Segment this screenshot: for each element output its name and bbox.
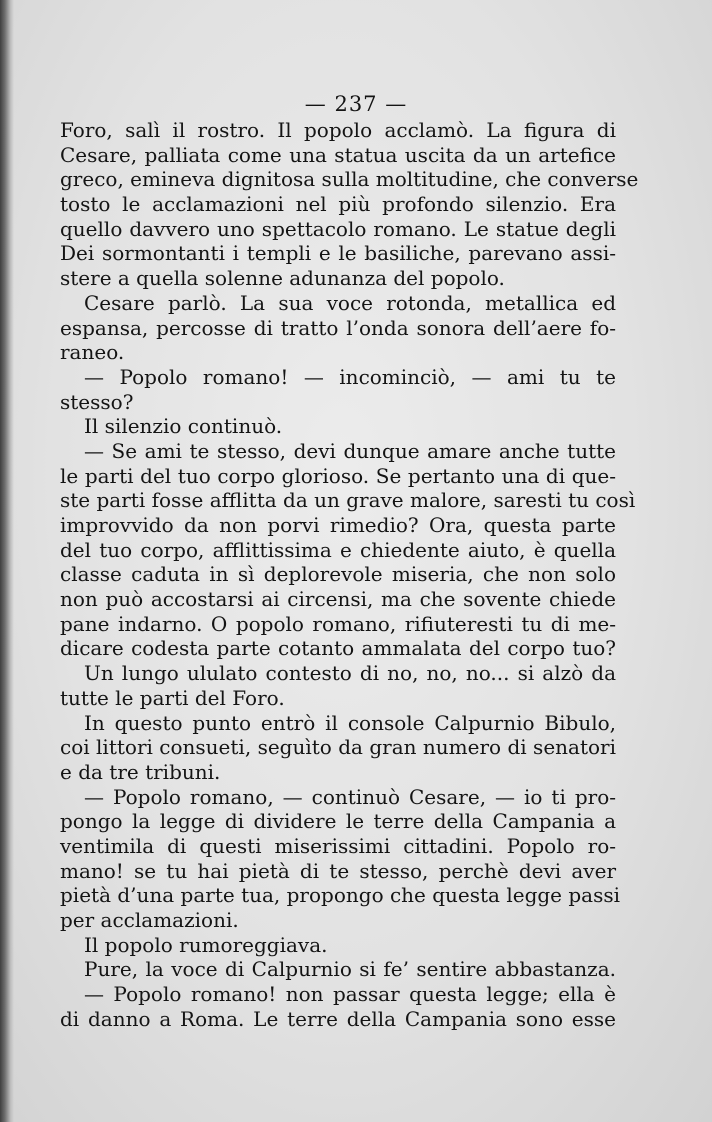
text-line: pongo la legge di dividere le terre della Campania a: [60, 809, 616, 834]
text-line: pane indarno. O popolo romano, rifiuteresti tu di me-: [60, 611, 616, 636]
text-line: mano! se tu hai pietà di te stesso, perchè devi aver: [60, 858, 616, 883]
text-line: e da tre tribuni.: [60, 759, 221, 784]
text-line: non può accostarsi ai circensi, ma che sovente chiede: [60, 587, 616, 612]
text-line: pietà d’una parte tua, propongo che questa legge passi: [60, 883, 621, 908]
text-line: raneo.: [60, 340, 125, 365]
text-line: stesso?: [60, 389, 134, 414]
text-line: di danno a Roma. Le terre della Campania sono esse: [60, 1006, 616, 1031]
text-line: — Popolo romano! — incominciò, — ami tu te: [84, 364, 616, 389]
text-line: Dei sormontanti i templi e le basiliche, parevano assi-: [60, 241, 616, 266]
text-line: tutte le parti del Foro.: [60, 685, 285, 710]
text-block: [60, 118, 639, 1031]
text-line: le parti del tuo corpo glorioso. Se pertanto una di que-: [60, 463, 616, 488]
text-line: dicare codesta parte cotanto ammalata del corpo tuo?: [60, 636, 616, 661]
text-line: In questo punto entrò il console Calpurnio Bibulo,: [84, 710, 616, 735]
page-binding-shadow: [0, 0, 14, 1122]
text-line: classe caduta in sì deplorevole miseria, che non solo: [60, 562, 616, 587]
text-line: Foro, salì il rostro. Il popolo acclamò. La figura di: [60, 118, 616, 142]
text-line: Il popolo rumoreggiava.: [84, 932, 328, 957]
text-line: — Popolo romano, — continuò Cesare, — io ti pro-: [84, 784, 616, 809]
text-line: Un lungo ululato contesto di no, no, no... si alzò da: [84, 661, 616, 686]
text-line: improvvido da non porvi rimedio? Ora, questa parte: [60, 513, 616, 537]
text-line: stere a quella solenne adunanza del popolo.: [60, 266, 505, 291]
text-line: greco, emineva dignitosa sulla moltitudine, che converse: [60, 167, 639, 192]
text-line: Cesare, palliata come una statua uscita da un artefice: [60, 142, 616, 167]
text-line: coi littori consueti, seguìto da gran numero di senatori: [60, 735, 616, 760]
text-line: tosto le acclamazioni nel più profondo silenzio. Era: [60, 192, 616, 217]
text-line: ste parti fosse afflitta da un grave malore, saresti tu così: [60, 488, 636, 513]
page-number: — 237 —: [304, 92, 408, 116]
text-line: espansa, percosse di tratto l’onda sonora dell’aere fo-: [60, 315, 616, 340]
text-line: — Se ami te stesso, devi dunque amare anche tutte: [84, 438, 616, 463]
text-line: quello davvero uno spettacolo romano. Le statue degli: [60, 216, 616, 241]
text-line: — Popolo romano! non passar questa legge; ella è: [84, 982, 616, 1007]
text-line: Il silenzio continuò.: [84, 414, 283, 439]
text-line: per acclamazioni.: [60, 908, 239, 932]
text-line: Pure, la voce di Calpurnio si fe’ sentire abbastanza.: [84, 957, 616, 982]
text-line: del tuo corpo, afflittissima e chiedente aiuto, è quella: [60, 537, 616, 562]
text-line: Cesare parlò. La sua voce rotonda, metallica ed: [84, 290, 616, 315]
text-line: ventimila di questi miserissimi cittadini. Popolo ro-: [60, 833, 616, 858]
